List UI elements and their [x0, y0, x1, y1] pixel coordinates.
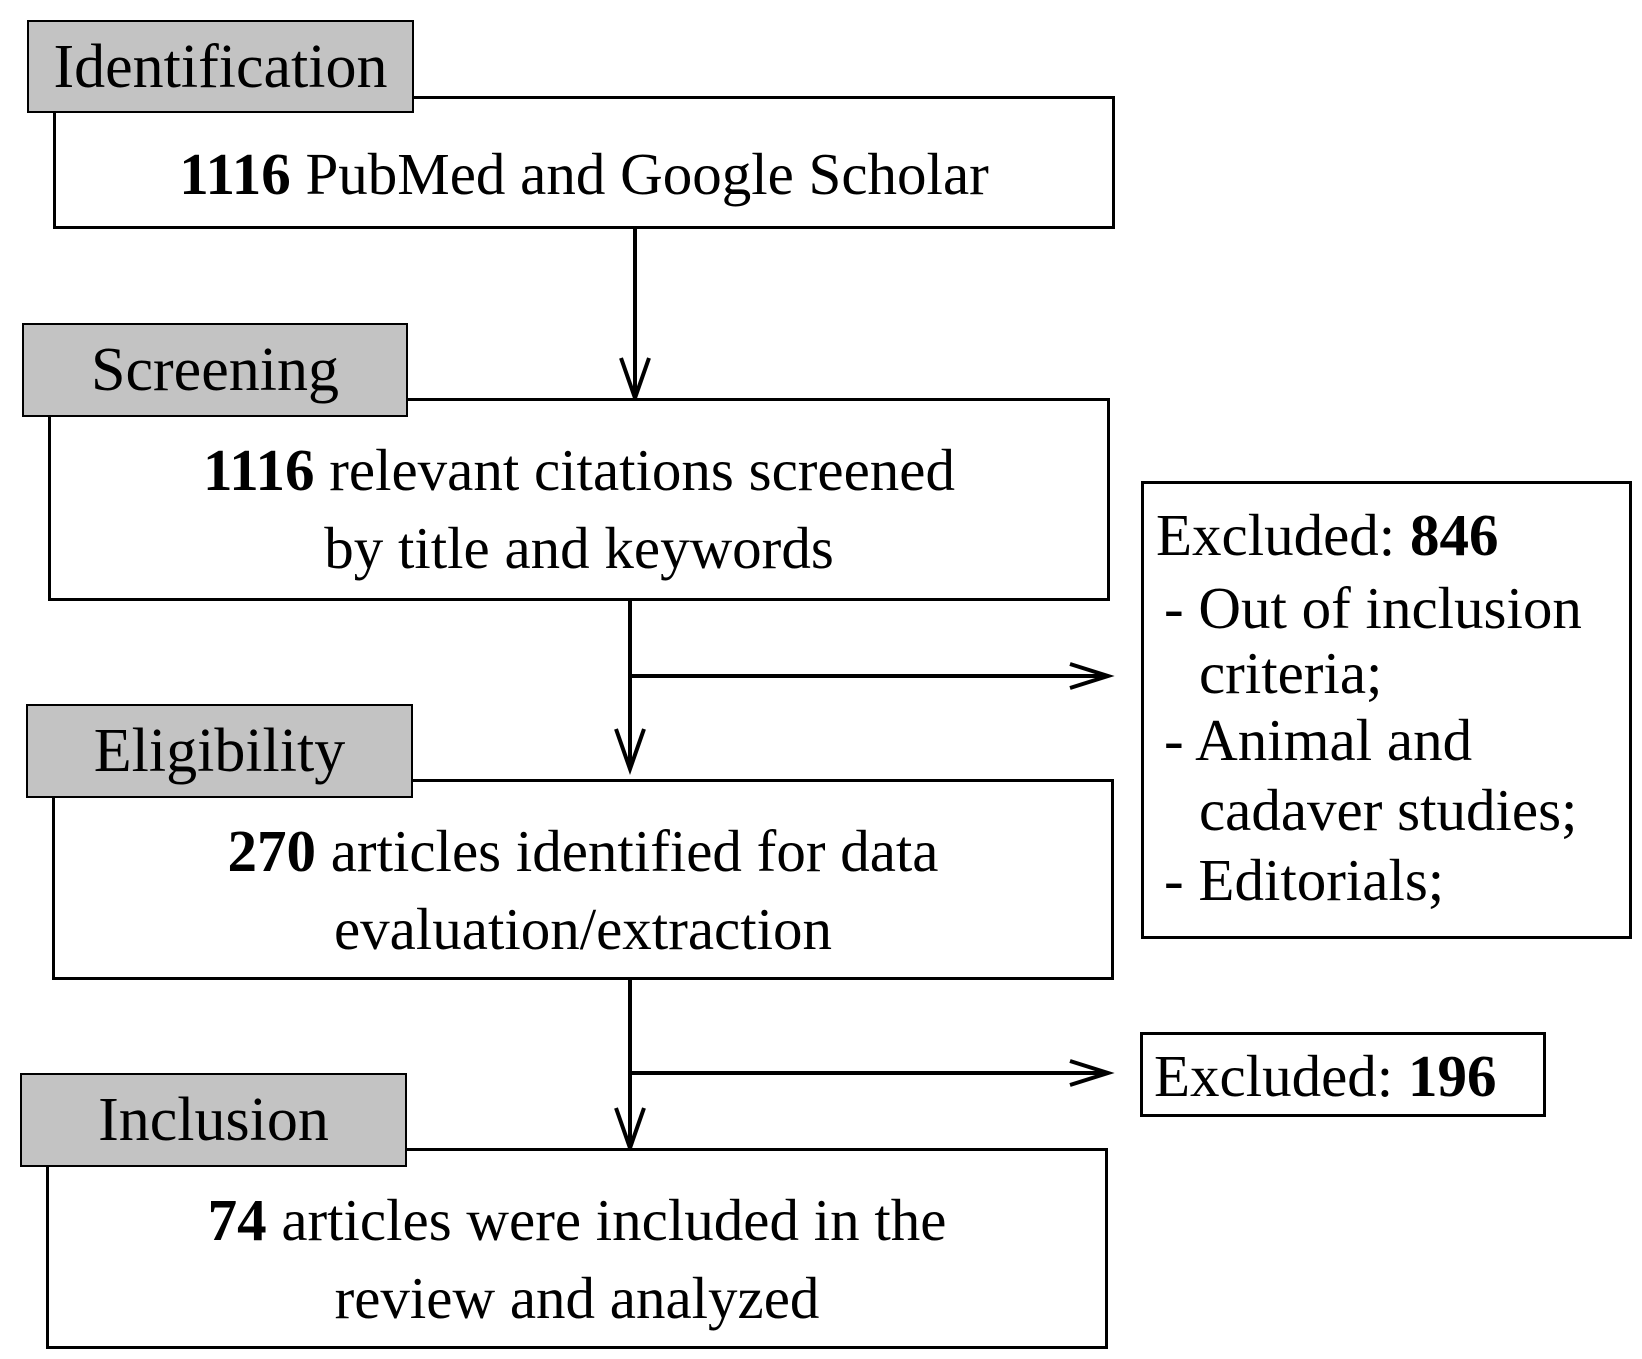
inclusion-text-line-2: review and analyzed: [334, 1265, 820, 1331]
stage-label-identification: Identification: [27, 20, 414, 113]
screening-box: [48, 398, 1110, 601]
screening-count: 1116: [202, 437, 315, 503]
exclusion-reason-1-cont: criteria;: [1199, 640, 1383, 706]
eligibility-count: 270: [227, 818, 316, 884]
exclusion-196-heading: Excluded: 196: [1154, 1043, 1497, 1109]
exclusion-reason-3: - Editorials;: [1164, 847, 1445, 913]
exclusion-846-count: 846: [1409, 502, 1499, 568]
identification-box: [53, 96, 1115, 229]
identification-text-line-1: PubMed and Google Scholar: [290, 141, 989, 207]
stage-label-screening: Screening: [22, 323, 408, 417]
identification-count: 1116: [179, 141, 291, 207]
exclusion-box-196: [1140, 1032, 1546, 1117]
exclusion-846-heading: Excluded: 846: [1156, 502, 1499, 568]
exclusion-box-846: [1141, 481, 1632, 939]
exclusion-reason-2: - Animal and: [1164, 707, 1473, 773]
eligibility-text-line-2: evaluation/extraction: [333, 896, 832, 962]
eligibility-box: [52, 779, 1114, 980]
inclusion-text-line-1: 74 articles were included in the: [207, 1187, 947, 1253]
exclusion-196-count: 196: [1407, 1043, 1497, 1109]
inclusion-count: 74: [207, 1187, 267, 1253]
identification-text: [56, 141, 1112, 207]
screening-text-line-2: by title and keywords: [324, 515, 834, 581]
exclusion-reason-1: - Out of inclusion: [1164, 575, 1582, 641]
exclusion-reason-2-cont: cadaver studies;: [1199, 777, 1578, 843]
eligibility-text-line-1: 270 articles identified for data: [227, 818, 939, 884]
screening-text-line-1: 1116 relevant citations screened: [202, 437, 955, 503]
stage-label-eligibility: Eligibility: [26, 704, 413, 798]
stage-label-inclusion: Inclusion: [20, 1073, 407, 1167]
inclusion-box: [46, 1148, 1108, 1349]
